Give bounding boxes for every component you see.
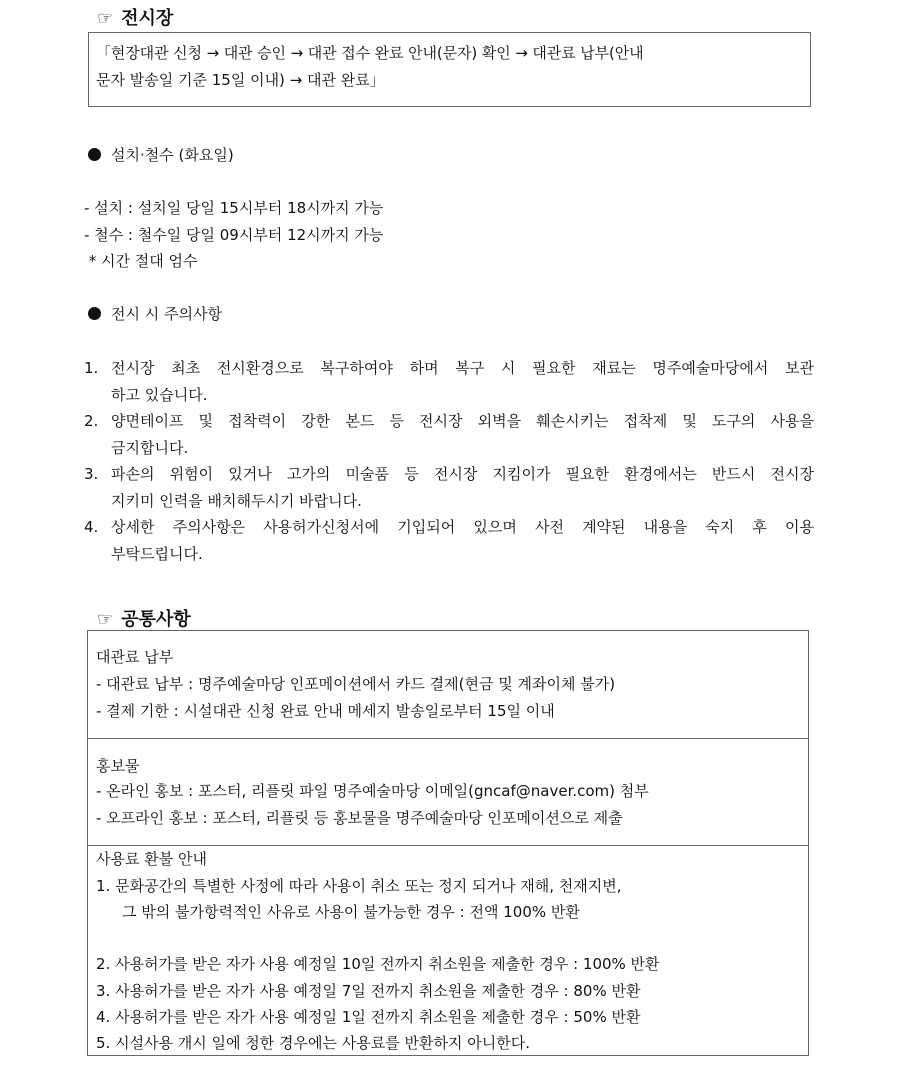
fee-deadline-line: - 결제 기한 : 시설대관 신청 완료 안내 메세지 발송일로부터 15일 이내	[96, 702, 555, 720]
cautions-list	[84, 355, 814, 567]
refund-item: 5. 시설사용 개시 일에 청한 경우에는 사용료를 반환하지 아니한다.	[96, 1034, 530, 1052]
hand-pointing-icon: ☞	[97, 609, 114, 630]
list-item	[84, 461, 814, 514]
common-title: 공통사항	[121, 609, 191, 630]
exhibition-heading	[97, 4, 173, 30]
list-item-continuation: 금지합니다.	[111, 438, 189, 457]
list-item	[84, 408, 814, 461]
install-line: - 설치 : 설치일 당일 15시부터 18시까지 가능	[84, 199, 384, 217]
fee-line: - 대관료 납부 : 명주예술마당 인포메이션에서 카드 결제(현금 및 계좌이체 불가)	[96, 675, 616, 693]
list-item-text: 파손의 위험이 있거나 고가의 미술품 등 전시장 지킴이가 필요한 환경에서는 반드시 전시장	[111, 465, 814, 483]
refund-item: 1. 문화공간의 특별한 사정에 따라 사용이 취소 또는 정지 되거나 재해, 천재지변,	[96, 877, 622, 895]
divider	[88, 845, 808, 846]
time-note-line: * 시간 절대 엄수	[84, 252, 198, 270]
list-item-text: 양면테이프 및 접착력이 강한 본드 등 전시장 외벽을 훼손시키는 접착제 및 도구의 사용을	[111, 412, 814, 430]
removal-line: - 철수 : 철수일 당일 09시부터 12시까지 가능	[84, 226, 384, 244]
list-item	[84, 514, 814, 567]
list-item-number: 4.	[84, 518, 99, 536]
list-item-continuation: 부탁드립니다.	[111, 544, 203, 563]
list-item-number: 3.	[84, 465, 99, 483]
promo-title: 홍보물	[96, 757, 140, 775]
list-item-number: 2.	[84, 412, 99, 430]
list-item-continuation: 지키미 인력을 배치해두시기 바랍니다.	[111, 491, 362, 510]
refund-item-continuation: 그 밖의 불가항력적인 사유로 사용이 불가능한 경우 : 전액 100% 반환	[122, 903, 580, 921]
install-heading-text: 설치·철수 (화요일)	[111, 146, 234, 164]
common-heading	[97, 605, 191, 631]
bullet-icon	[88, 148, 101, 161]
process-box	[88, 32, 811, 107]
common-box	[87, 630, 809, 1056]
promo-offline-line: - 오프라인 홍보 : 포스터, 리플릿 등 홍보물을 명주예술마당 인포메이션으로 제출	[96, 809, 623, 827]
list-item-continuation: 하고 있습니다.	[111, 385, 208, 404]
hand-pointing-icon: ☞	[97, 8, 114, 29]
bullet-icon	[88, 307, 101, 320]
refund-title: 사용료 환불 안내	[96, 850, 207, 868]
cautions-heading	[88, 304, 222, 324]
refund-item: 3. 사용허가를 받은 자가 사용 예정일 7일 전까지 취소원을 제출한 경우 : 80% 반환	[96, 982, 641, 1000]
list-item-number: 1.	[84, 359, 99, 377]
cautions-heading-text: 전시 시 주의사항	[111, 305, 222, 323]
process-line-2: 문자 발송일 기준 15일 이내) → 대관 완료」	[96, 71, 385, 89]
process-line-1: 「현장대관 신청 → 대관 승인 → 대관 접수 완료 안내(문자) 확인 → 대관료 납부(안내	[96, 44, 644, 62]
list-item	[84, 355, 814, 408]
install-heading	[88, 145, 234, 165]
exhibition-title: 전시장	[121, 8, 174, 29]
list-item-text: 전시장 최초 전시환경으로 복구하여야 하며 복구 시 필요한 재료는 명주예술마당에서 보관	[111, 359, 814, 377]
list-item-text: 상세한 주의사항은 사용허가신청서에 기입되어 있으며 사전 계약된 내용을 숙지 후 이용	[111, 518, 814, 536]
promo-online-line: - 온라인 홍보 : 포스터, 리플릿 파일 명주예술마당 이메일(gncaf@naver.com) 첨부	[96, 782, 649, 800]
refund-item: 2. 사용허가를 받은 자가 사용 예정일 10일 전까지 취소원을 제출한 경우 : 100% 반환	[96, 955, 660, 973]
refund-item: 4. 사용허가를 받은 자가 사용 예정일 1일 전까지 취소원을 제출한 경우 : 50% 반환	[96, 1008, 641, 1026]
divider	[88, 738, 808, 739]
fee-title: 대관료 납부	[96, 648, 174, 666]
